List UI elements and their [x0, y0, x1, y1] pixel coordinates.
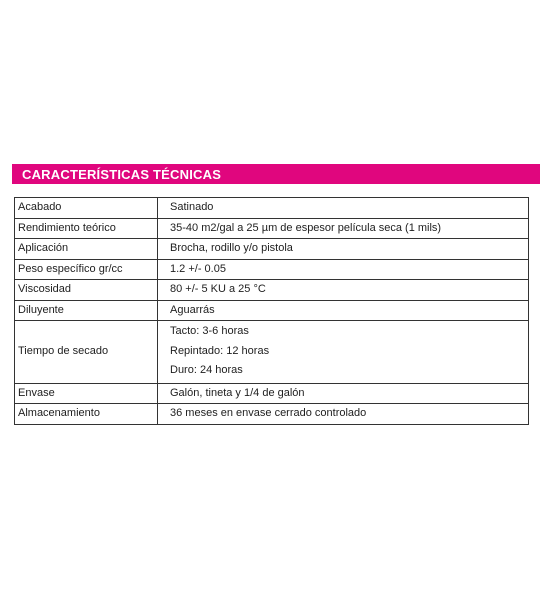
spec-label-almacenamiento: Almacenamiento — [15, 404, 158, 425]
spec-label-viscosidad: Viscosidad — [15, 280, 158, 301]
table-row — [15, 198, 529, 219]
spec-label-acabado: Acabado — [15, 198, 158, 219]
spec-value-viscosidad: 80 +/- 5 KU a 25 °C — [158, 280, 529, 301]
spec-value-aplicacion: Brocha, rodillo y/o pistola — [158, 239, 529, 260]
drying-time-touch: Tacto: 3-6 horas — [170, 325, 249, 337]
table-row — [15, 383, 529, 404]
section-header-bar — [12, 164, 540, 184]
spec-label-rendimiento: Rendimiento teórico — [15, 218, 158, 239]
spec-value-envase: Galón, tineta y 1/4 de galón — [158, 383, 529, 404]
spec-label-peso-especifico: Peso específico gr/cc — [15, 259, 158, 280]
drying-time-hard: Duro: 24 horas — [170, 364, 243, 376]
technical-specs-table — [14, 197, 529, 425]
table-row — [15, 321, 529, 384]
spec-value-almacenamiento: 36 meses en envase cerrado controlado — [158, 404, 529, 425]
table-row — [15, 300, 529, 321]
table-row — [15, 404, 529, 425]
spec-label-aplicacion: Aplicación — [15, 239, 158, 260]
spec-value-rendimiento: 35-40 m2/gal a 25 µm de espesor película seca (1 mils) — [158, 218, 529, 239]
table-row — [15, 218, 529, 239]
spec-value-diluyente: Aguarrás — [158, 300, 529, 321]
spec-value-peso-especifico: 1.2 +/- 0.05 — [158, 259, 529, 280]
spec-label-diluyente: Diluyente — [15, 300, 158, 321]
table-row — [15, 239, 529, 260]
section-title: CARACTERÍSTICAS TÉCNICAS — [22, 166, 222, 182]
spec-value-tiempo-secado — [158, 321, 529, 384]
drying-time-repaint: Repintado: 12 horas — [170, 344, 270, 357]
spec-label-tiempo-secado: Tiempo de secado — [15, 321, 158, 384]
table-row — [15, 259, 529, 280]
table-row — [15, 280, 529, 301]
spec-label-envase: Envase — [15, 383, 158, 404]
spec-value-acabado: Satinado — [158, 198, 529, 219]
